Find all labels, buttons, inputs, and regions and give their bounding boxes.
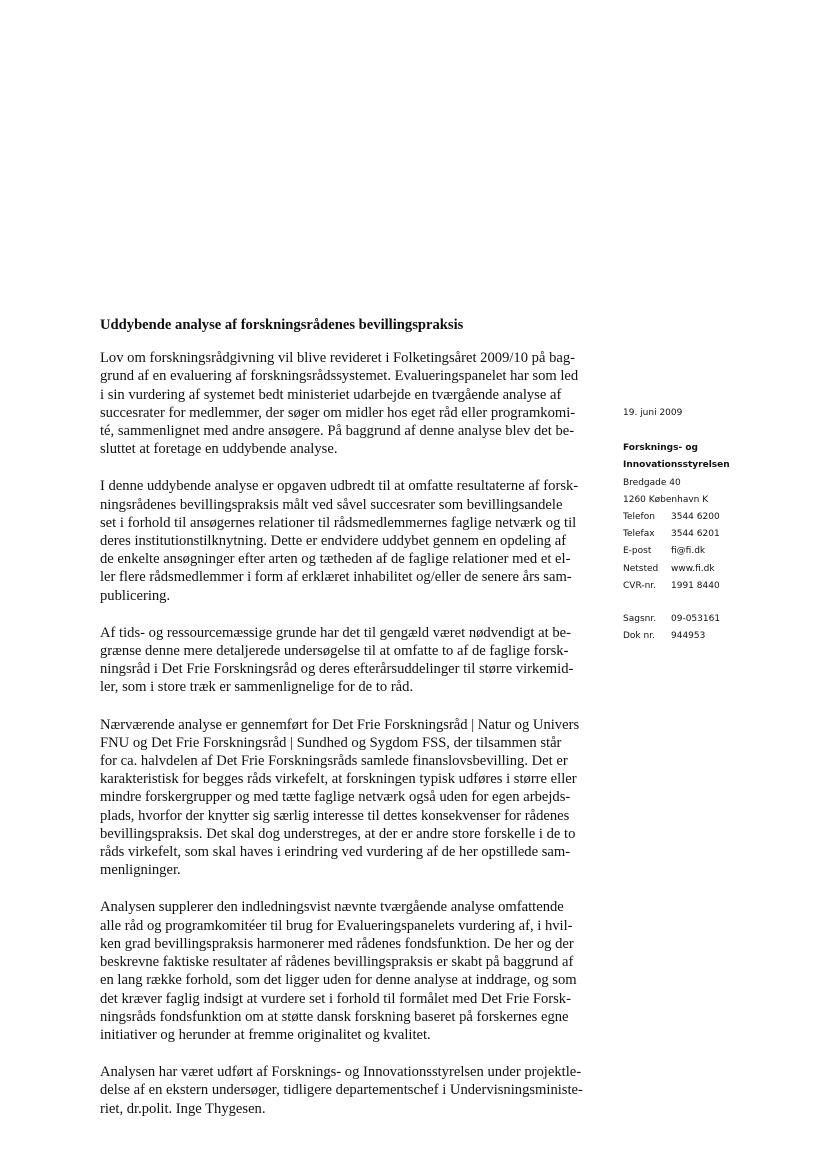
paragraph-line: riet, dr.polit. Inge Thygesen. xyxy=(100,1100,266,1117)
reference-row-value: 09-053161 xyxy=(671,614,721,625)
reference-row-value: 944953 xyxy=(671,631,706,642)
contact-row xyxy=(623,526,813,543)
paragraph-line: grænse denne mere detaljerede undersøgelse til at omfatte to af de faglige forsk- xyxy=(100,643,569,660)
paragraph-line: bevillingspraksis. Det skal dog understreges, at der er andre store forskelle i de to xyxy=(100,825,576,842)
organization-name-line2: Innovationsstyrelsen xyxy=(623,460,730,471)
paragraph-line: råds virkefelt, som skal haves i erindring ved vurdering af de her opstillede sam- xyxy=(100,844,571,861)
body-paragraph xyxy=(100,624,600,697)
contact-row-label: Telefon xyxy=(623,512,655,523)
body-paragraph xyxy=(100,716,600,880)
contact-row-label: Telefax xyxy=(623,529,655,540)
reference-row xyxy=(623,611,813,628)
contact-row xyxy=(623,561,813,578)
paragraph-line: det kræver faglig indsigt at vurdere set i forhold til formålet med Det Frie Forsk- xyxy=(100,990,571,1007)
reference-list xyxy=(623,611,813,645)
paragraph-line: ler flere rådsmedlemmer i form af erklæret inhabilitet og/eller de senere års sam- xyxy=(100,569,572,586)
paragraph-line: delse af en ekstern undersøger, tidligere departementschef i Undervisningsministe- xyxy=(100,1082,583,1099)
paragraph-line: I denne uddybende analyse er opgaven udbredt til at omfatte resultaterne af forsk- xyxy=(100,478,579,495)
paragraph-line: i sin vurdering af systemet bedt ministeriet udarbejde en tværgående analyse af xyxy=(100,386,562,403)
paragraph-line: ningsrådenes bevillingspraksis målt ved såvel succesrater som bevillingsandele xyxy=(100,496,563,513)
sender-info-sidebar xyxy=(623,405,813,645)
paragraph-line: Lov om forskningsrådgivning vil blive revideret i Folketingsåret 2009/10 på bag- xyxy=(100,350,576,367)
paragraph-line: initiativer og herunder at fremme originalitet og kvalitet. xyxy=(100,1026,431,1043)
paragraph-line: succesrater for medlemmer, der søger om midler hos eget råd eller programkomi- xyxy=(100,404,576,421)
paragraph-line: ningsråd i Det Frie Forskningsråd og deres efterårsuddelinger til større virkemid- xyxy=(100,661,574,678)
paragraph-line: FNU og Det Frie Forskningsråd | Sundhed og Sygdom FSS, der tilsammen står xyxy=(100,734,562,751)
contact-row-value: 1991 8440 xyxy=(671,580,720,591)
paragraph-line: deres institutionstilknytning. Dette er endvidere uddybet gennem en opdeling af xyxy=(100,533,567,550)
contact-row-label: CVR-nr. xyxy=(623,580,657,591)
contact-row-label: E-post xyxy=(623,546,652,557)
paragraph-line: karakteristisk for begges råds virkefelt, at forskningen typisk udføres i større eller xyxy=(100,771,577,788)
contact-row xyxy=(623,543,813,560)
paragraph-line: menligninger. xyxy=(100,862,181,879)
contact-list xyxy=(623,509,813,595)
address-city: 1260 København K xyxy=(623,494,709,505)
paragraph-line: Analysen har været udført af Forsknings- og Innovationsstyrelsen under projektle- xyxy=(100,1064,582,1081)
paragraph-line: Af tids- og ressourcemæssige grunde har det til gengæld været nødvendigt at be- xyxy=(100,624,571,641)
contact-row xyxy=(623,509,813,526)
contact-row-value: 3544 6201 xyxy=(671,529,720,540)
paragraph-line: mindre forskergrupper og med tætte faglige netværk også uden for egen arbejds- xyxy=(100,789,571,806)
sidebar-spacer xyxy=(623,595,813,611)
body-paragraph xyxy=(100,898,600,1044)
address-street: Bredgade 40 xyxy=(623,477,681,488)
paragraph-line: ningsråds fondsfunktion om at støtte dansk forskning baseret på forskernes egne xyxy=(100,1008,569,1025)
paragraph-line: té, sammenlignet med andre ansøgere. På baggrund af denne analyse blev det be- xyxy=(100,423,575,440)
contact-row-label: Netsted xyxy=(623,563,659,574)
paragraph-line: en lang række forhold, som det ligger uden for denne analyse at inddrage, og som xyxy=(100,972,577,989)
paragraph-line: Nærværende analyse er gennemført for Det Frie Forskningsråd | Natur og Univers xyxy=(100,716,580,733)
contact-row-value: fi@fi.dk xyxy=(671,546,706,557)
paragraph-list xyxy=(100,349,600,1118)
paragraph-line: grund af en evaluering af forskningsrådssystemet. Evalueringspanelet har som led xyxy=(100,368,579,385)
contact-row-value: 3544 6200 xyxy=(671,512,720,523)
reference-row-label: Sagsnr. xyxy=(623,614,657,625)
reference-row-label: Dok nr. xyxy=(623,631,655,642)
organization-name-line1: Forsknings- og xyxy=(623,443,698,454)
paragraph-line: sluttet at foretage en uddybende analyse. xyxy=(100,441,338,458)
reference-row xyxy=(623,628,813,645)
contact-row xyxy=(623,578,813,595)
paragraph-line: beskrevne faktiske resultater af rådenes bevillingspraksis er skabt på baggrund af xyxy=(100,954,574,971)
paragraph-line: for ca. halvdelen af Det Frie Forskningsråds samlede finanslovsbevilling. Det er xyxy=(100,753,568,770)
contact-row-value: www.fi.dk xyxy=(671,563,715,574)
paragraph-line: set i forhold til ansøgernes relationer til rådsmedlemmernes faglige netværk og til xyxy=(100,514,577,531)
paragraph-line: publicering. xyxy=(100,587,171,604)
letter-date: 19. juni 2009 xyxy=(623,408,683,418)
body-paragraph xyxy=(100,349,600,458)
paragraph-line: plads, hvorfor der knytter sig særlig interesse til dettes konsekvenser for rådenes xyxy=(100,807,570,824)
paragraph-line: de enkelte ansøgninger efter arten og tætheden af de faglige relationer med et el- xyxy=(100,551,571,568)
paragraph-line: alle råd og programkomitéer til brug for Evalueringspanelets vurdering af, i hvil- xyxy=(100,917,573,934)
body-paragraph xyxy=(100,477,600,604)
paragraph-line: ler, som i store træk er sammenlignelige for de to råd. xyxy=(100,679,414,696)
document-title: Uddybende analyse af forskningsrådenes bevillingspraksis xyxy=(100,317,464,333)
paragraph-line: Analysen supplerer den indledningsvist nævnte tværgående analyse omfattende xyxy=(100,899,564,916)
body-paragraph xyxy=(100,1063,600,1118)
paragraph-line: ken grad bevillingspraksis harmonerer med rådenes fondsfunktion. De her og der xyxy=(100,935,574,952)
letter-body xyxy=(100,316,600,1137)
